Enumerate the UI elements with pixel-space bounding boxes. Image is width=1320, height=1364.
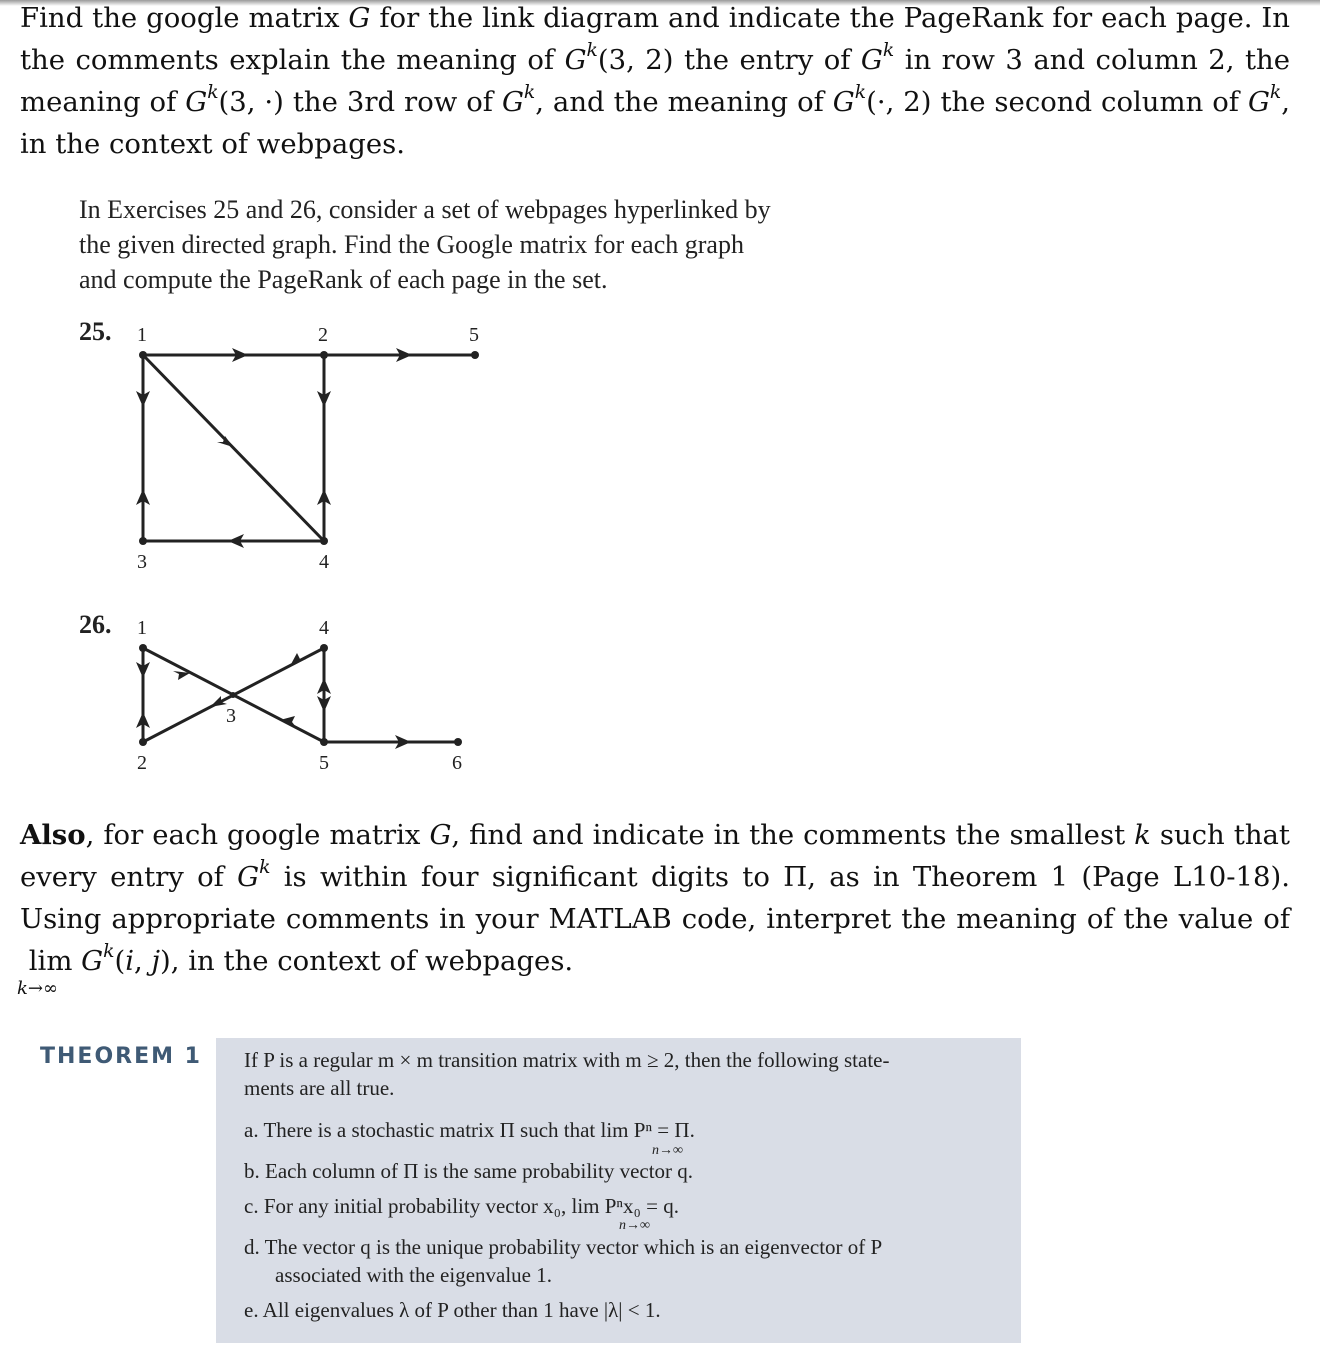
- problem-line-6: every entry of $G^k$ is within four significant digits to Π, as in Theorem 1 (Page L10-18).: [20, 857, 1290, 893]
- theorem-item-d-1: d. The vector q is the unique probability vector which is an eigenvector of P: [244, 1235, 883, 1259]
- graph-25: [143, 355, 475, 541]
- node-dot-5: [320, 738, 328, 746]
- arrow-3-to-4: [290, 653, 306, 666]
- book-line-3: and compute the PageRank of each page in the set.: [79, 265, 608, 294]
- problem-line-1: Find the google matrix G for the link diagram and indicate the PageRank for each page. In: [20, 2, 1290, 34]
- ex25-node-3: 3: [137, 551, 147, 573]
- book-line-2: the given directed graph. Find the Google matrix for each graph: [79, 230, 744, 259]
- ex26-node-5: 5: [319, 752, 329, 774]
- exercise-25-number: 25.: [79, 317, 112, 346]
- graph-25-arrows: [136, 348, 479, 548]
- problem-line-5: Also, for each google matrix G, find and indicate in the comments the smallest k such that: [20, 819, 1290, 851]
- theorem-a-limit-subscript: n→∞: [652, 1143, 683, 1158]
- problem-paragraph-2: [17, 814, 1290, 999]
- edge-25-1-4: [143, 355, 324, 541]
- ex26-node-4: 4: [319, 617, 329, 639]
- node-dot-1: [139, 351, 147, 359]
- problem-line-7: Using appropriate comments in your MATLAB code, interpret the meaning of the value of: [20, 903, 1290, 935]
- theorem-item-e: e. All eigenvalues λ of P other than 1 have |λ| < 1.: [244, 1298, 661, 1322]
- graph-26: [143, 648, 458, 742]
- ex25-node-4: 4: [319, 551, 329, 573]
- theorem-c-limit-subscript: n→∞: [619, 1218, 650, 1233]
- theorem-item-d-2: associated with the eigenvalue 1.: [275, 1263, 552, 1287]
- link-diagrams: [0, 0, 520, 800]
- problem-line-8: lim k→∞ $G^k(i$, j), in the context of webpages.: [20, 940, 1290, 982]
- exercise-26-number: 26.: [79, 610, 112, 639]
- node-dot-3: [139, 537, 147, 545]
- limit-subscript: k→∞: [17, 978, 58, 999]
- node-dot-5: [471, 351, 479, 359]
- theorem-item-a: a. There is a stochastic matrix Π such that lim Pⁿ = Π.: [244, 1118, 695, 1142]
- ex25-node-2: 2: [318, 324, 328, 346]
- theorem-box: [216, 1038, 1021, 1343]
- arrow-1-to-4: [217, 436, 233, 447]
- ex25-node-5: 5: [469, 324, 479, 346]
- node-dot-1: [139, 644, 147, 652]
- ex26-node-3: 3: [226, 705, 236, 727]
- node-dot-6: [454, 738, 462, 746]
- node-dot-2: [320, 351, 328, 359]
- node-dot-3: [230, 692, 236, 698]
- ex26-node-1: 1: [137, 617, 147, 639]
- theorem-item-b: b. Each column of Π is the same probability vector q.: [244, 1159, 694, 1183]
- theorem-intro-2: ments are all true.: [244, 1076, 395, 1100]
- graph-26-arrows: [136, 644, 462, 749]
- arrow-2-to-3: [210, 696, 227, 707]
- theorem-label: THEOREM 1: [40, 1044, 202, 1069]
- node-dot-4: [320, 644, 328, 652]
- problem-line-2: the comments explain the meaning of $G^k(3$, 2) the entry of $G^k$ in row 3 and column 2, the: [20, 40, 1291, 76]
- node-dot-4: [320, 537, 328, 545]
- theorem-item-c: c. For any initial probability vector x₀, lim Pⁿx₀ = q.: [244, 1194, 679, 1218]
- ex25-node-1: 1: [137, 324, 147, 346]
- ex26-node-2: 2: [137, 752, 147, 774]
- node-dot-2: [139, 738, 147, 746]
- ex26-node-6: 6: [452, 752, 462, 774]
- problem-line-4: in the context of webpages.: [20, 128, 405, 160]
- book-line-1: In Exercises 25 and 26, consider a set of webpages hyperlinked by: [79, 195, 771, 224]
- problem-line-3: meaning of $G^k(3$, ·) the 3rd row of $G^k$, and the meaning of $G^k(\cdot$, 2) the second column of $G^k$,: [20, 82, 1290, 118]
- theorem-intro-1: If P is a regular m × m transition matrix with m ≥ 2, then the following state-: [244, 1048, 890, 1072]
